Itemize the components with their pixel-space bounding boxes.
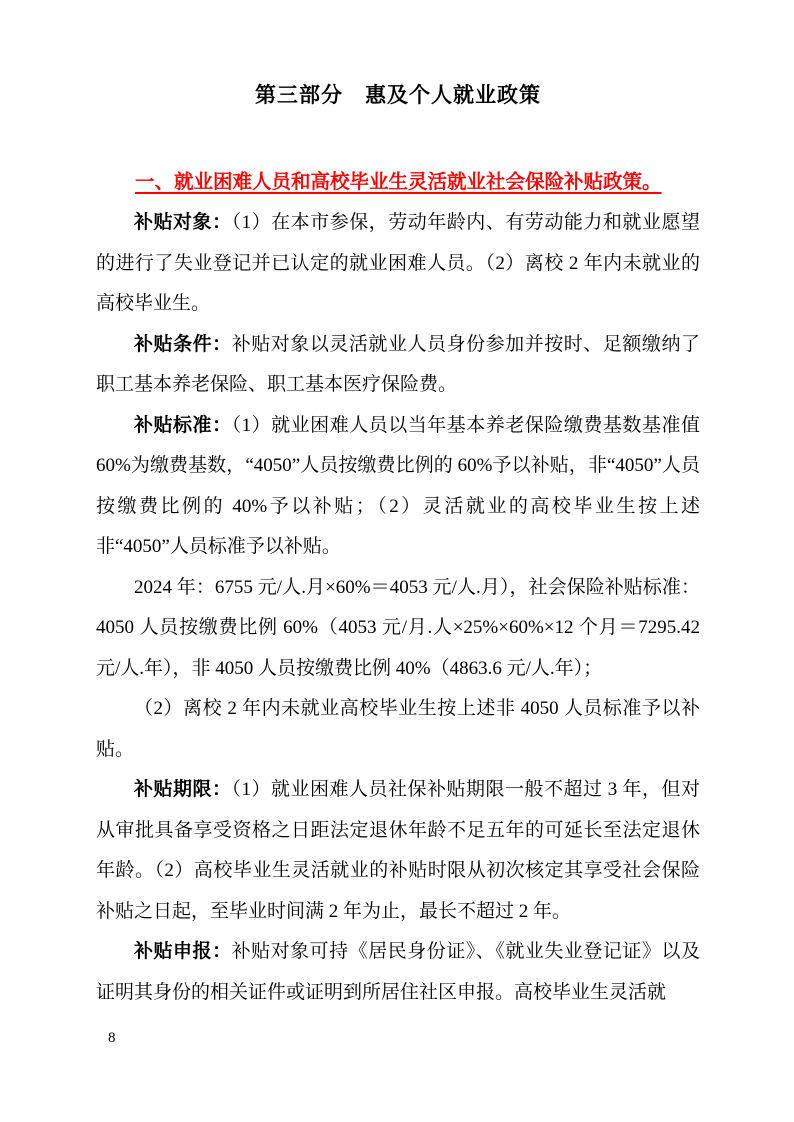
- section-heading: 一、就业困难人员和高校毕业生灵活就业社会保险补贴政策。: [135, 171, 662, 193]
- paragraph-text: （1）就业困难人员社保补贴期限一般不超过 3 年，但对从审批具备享受资格之日距法定退休年龄不足五年的可延长至法定退休年龄。（2）高校毕业生灵活就业的补贴时限从初次核定其享受社会保险补贴之日起，至毕业时间满 2 年为止，最长不超过 2 年。: [96, 779, 700, 922]
- paragraph: [96, 568, 700, 690]
- paragraph-text: （1）在本市参保，劳动年龄内、有劳动能力和就业愿望的进行了失业登记并已认定的就业困难人员。（2）离校 2 年内未就业的高校毕业生。: [96, 212, 700, 314]
- paragraph: [96, 932, 700, 1013]
- paragraph-label: 补贴对象：: [134, 212, 232, 233]
- paragraph: [96, 203, 700, 325]
- paragraph-text: （2）离校 2 年内未就业高校毕业生按上述非 4050 人员标准予以补贴。: [96, 698, 700, 760]
- paragraph: [96, 689, 700, 770]
- document-body: [96, 203, 700, 1013]
- page-title: 第三部分 惠及个人就业政策: [255, 84, 541, 107]
- paragraph-label: 补贴期限：: [134, 779, 232, 800]
- paragraph-label: 补贴标准：: [134, 414, 232, 436]
- paragraph-text: （1）就业困难人员以当年基本养老保险缴费基数基准值 60%为缴费基数，“4050”人员按缴费比例的 60%予以补贴，非“4050”人员按缴费比例的 40%予以补贴；（2）灵活就业的高校毕业生按上述非“4050”人员标准予以补贴。: [96, 414, 700, 557]
- paragraph: [96, 406, 700, 568]
- paragraph-label: 补贴条件：: [134, 333, 232, 355]
- paragraph-label: 补贴申报：: [134, 941, 232, 962]
- paragraph-text: 补贴对象可持《居民身份证》、《就业失业登记证》以及证明其身份的相关证件或证明到所居住社区申报。高校毕业生灵活就: [96, 941, 700, 1003]
- paragraph-text: 2024 年：6755 元/人.月×60%＝4053 元/人.月），社会保险补贴标准：4050 人员按缴费比例 60%（4053 元/月.人×25%×60%×12 个月＝7295.42 元/人.年），非 4050 人员按缴费比例 40%（4863.6 元/人.年）；: [96, 576, 700, 679]
- paragraph: [96, 770, 700, 932]
- paragraph-text: 补贴对象以灵活就业人员身份参加并按时、足额缴纳了职工基本养老保险、职工基本医疗保险费。: [96, 333, 700, 395]
- paragraph: [96, 325, 700, 406]
- page-number: 8: [108, 1030, 116, 1046]
